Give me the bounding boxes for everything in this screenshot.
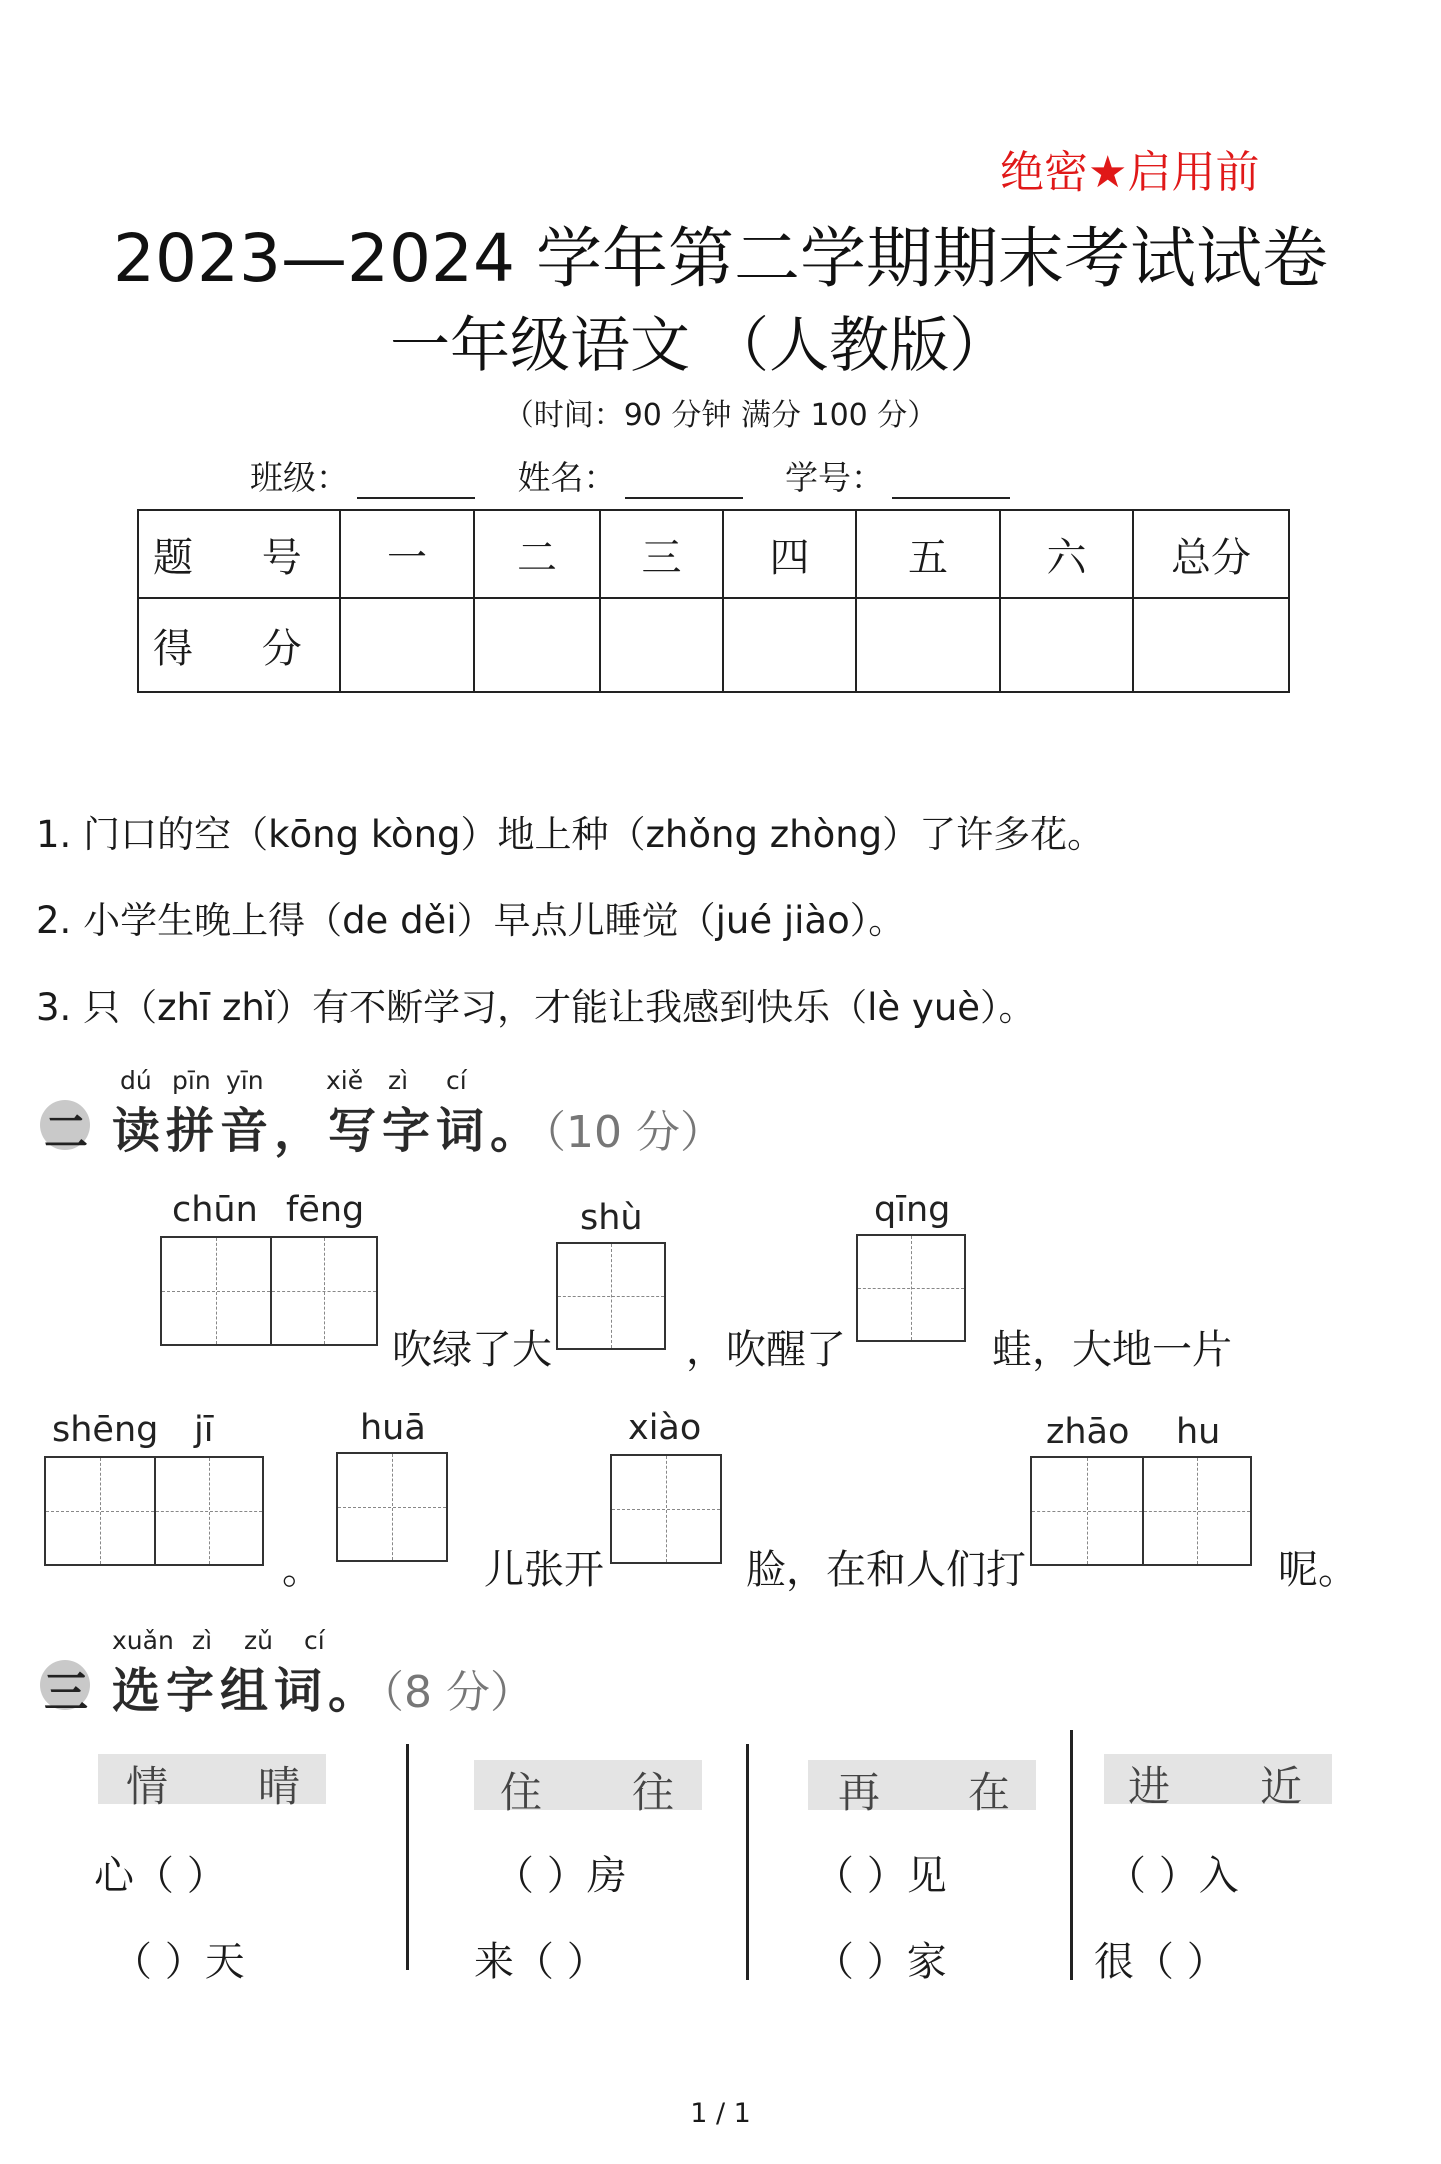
score-cell[interactable] xyxy=(856,598,1000,692)
score-cell[interactable] xyxy=(340,598,474,692)
text-segment: 儿张开 xyxy=(484,1547,604,1593)
section-score: （8 分） xyxy=(382,1667,534,1718)
section-number: 三 xyxy=(44,1667,88,1718)
pinyin-yin: yīn xyxy=(226,1066,264,1095)
pinyin-du: dú xyxy=(120,1066,152,1095)
table-cell: 题 号 xyxy=(138,510,340,598)
score-table xyxy=(137,509,1290,693)
writing-grid-zhaohu[interactable] xyxy=(1030,1456,1252,1566)
table-cell: 总分 xyxy=(1133,510,1289,598)
section-3-heading xyxy=(112,1652,534,1721)
pinyin-chun: chūn xyxy=(172,1190,258,1230)
word-blank[interactable]: （ ）房 xyxy=(494,1853,627,1899)
text-segment: 。 xyxy=(282,1547,322,1593)
question-1: 1. 门口的空（kōng kòng）地上种（zhǒng zhòng）了许多花。 xyxy=(36,813,1105,856)
confidential-mark: 绝密★启用前 xyxy=(1000,147,1260,198)
score-cell[interactable] xyxy=(723,598,856,692)
pinyin-ci: cí xyxy=(304,1626,325,1655)
writing-grid-chunfeng[interactable] xyxy=(160,1236,378,1346)
pinyin-sheng: shēng xyxy=(52,1410,159,1450)
word-blank[interactable]: （ ）家 xyxy=(814,1939,947,1985)
pinyin-xiao: xiào xyxy=(628,1408,702,1448)
writing-grid-xiao[interactable] xyxy=(610,1454,722,1564)
table-cell: 得 分 xyxy=(138,598,340,692)
char-pair-box xyxy=(1104,1754,1332,1811)
column-divider xyxy=(1070,1730,1073,1980)
char-option: 在 xyxy=(968,1768,1011,1817)
name-field[interactable] xyxy=(625,467,743,499)
student-info-line xyxy=(250,452,1042,499)
question-3: 3. 只（zhī zhǐ）有不断学习，才能让我感到快乐（lè yuè）。 xyxy=(36,986,1036,1029)
section-score: （10 分） xyxy=(544,1107,724,1158)
char-option: 再 xyxy=(838,1768,881,1817)
char-pair-box xyxy=(98,1754,326,1811)
pinyin-pin: pīn xyxy=(172,1066,211,1095)
writing-grid-hua[interactable] xyxy=(336,1452,448,1562)
page-number: 1 / 1 xyxy=(690,2098,751,2129)
char-pair-box xyxy=(808,1760,1036,1817)
table-cell: 五 xyxy=(856,510,1000,598)
table-cell: 二 xyxy=(474,510,600,598)
text-segment: 蛙，大地一片 xyxy=(992,1327,1232,1373)
writing-grid-shengji[interactable] xyxy=(44,1456,264,1566)
exam-title: 2023—2024 学年第二学期期末考试试卷 xyxy=(113,220,1328,297)
writing-grid-qing[interactable] xyxy=(856,1234,966,1342)
pinyin-hua: huā xyxy=(360,1408,426,1448)
column-divider xyxy=(746,1744,749,1980)
score-cell[interactable] xyxy=(1133,598,1289,692)
text-segment: 呢。 xyxy=(1278,1547,1358,1593)
id-field[interactable] xyxy=(892,467,1010,499)
pinyin-hu: hu xyxy=(1176,1412,1221,1452)
question-2: 2. 小学生晚上得（de děi）早点儿睡觉（jué jiào）。 xyxy=(36,899,906,942)
pinyin-zi: zì xyxy=(388,1066,409,1095)
class-field[interactable] xyxy=(357,467,475,499)
table-cell: 一 xyxy=(340,510,474,598)
table-cell: 四 xyxy=(723,510,856,598)
pinyin-ci: cí xyxy=(446,1066,467,1095)
table-cell: 六 xyxy=(1000,510,1133,598)
pinyin-feng: fēng xyxy=(286,1190,365,1230)
writing-grid-shu[interactable] xyxy=(556,1242,666,1350)
score-cell[interactable] xyxy=(474,598,600,692)
section-number: 二 xyxy=(44,1107,88,1158)
text-segment: 吹绿了大 xyxy=(392,1327,552,1373)
score-cell[interactable] xyxy=(1000,598,1133,692)
word-blank[interactable]: （ ）入 xyxy=(1106,1853,1239,1899)
char-option: 进 xyxy=(1128,1762,1171,1811)
char-pair-box xyxy=(474,1760,702,1817)
char-option: 住 xyxy=(500,1768,543,1817)
pinyin-qing: qīng xyxy=(874,1190,951,1230)
section-2-heading xyxy=(112,1092,724,1161)
text-segment: ，吹醒了 xyxy=(686,1327,846,1373)
class-label: 班级： xyxy=(250,458,349,497)
word-blank[interactable]: （ ）见 xyxy=(814,1853,947,1899)
char-option: 晴 xyxy=(258,1762,301,1811)
word-blank[interactable]: （ ）天 xyxy=(112,1939,245,1985)
char-option: 往 xyxy=(632,1768,675,1817)
pinyin-xie: xiě xyxy=(326,1066,364,1095)
name-label: 姓名： xyxy=(517,458,617,497)
char-option: 情 xyxy=(126,1762,169,1811)
id-label: 学号： xyxy=(785,458,884,497)
exam-subtitle: 一年级语文 （人教版） xyxy=(390,311,1010,381)
word-blank[interactable]: 心（ ） xyxy=(94,1853,227,1899)
column-divider xyxy=(406,1744,409,1970)
time-info: （时间：90 分钟 满分 100 分） xyxy=(503,398,938,433)
section-title: 选字组词。 xyxy=(112,1663,383,1719)
table-cell: 三 xyxy=(600,510,723,598)
pinyin-zi: zì xyxy=(192,1626,213,1655)
word-blank[interactable]: 来（ ） xyxy=(474,1939,607,1985)
table-row xyxy=(138,510,1289,598)
pinyin-zu: zǔ xyxy=(244,1626,273,1655)
pinyin-xuan: xuǎn xyxy=(112,1626,174,1655)
pinyin-ji: jī xyxy=(194,1410,214,1450)
text-segment: 脸，在和人们打 xyxy=(746,1547,1026,1593)
section-title: 读拼音，写字词。 xyxy=(112,1103,545,1159)
pinyin-zhao: zhāo xyxy=(1046,1412,1130,1452)
char-option: 近 xyxy=(1260,1762,1303,1811)
pinyin-shu: shù xyxy=(580,1198,643,1238)
score-cell[interactable] xyxy=(600,598,723,692)
word-blank[interactable]: 很（ ） xyxy=(1094,1939,1227,1985)
table-row xyxy=(138,598,1289,692)
